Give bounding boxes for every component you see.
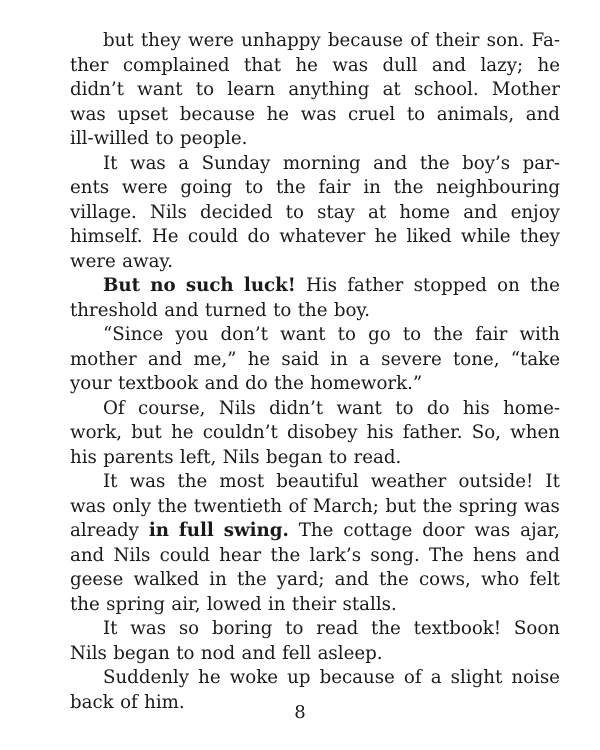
emphasized-word: But (103, 275, 140, 296)
word: “Since (103, 324, 164, 345)
word: It (545, 471, 560, 492)
word: and (164, 299, 199, 321)
word: to (328, 446, 348, 468)
emphasized-word: full (178, 520, 214, 541)
text-line (70, 103, 560, 128)
word: he (198, 667, 221, 688)
text-line (70, 544, 560, 569)
word: to (285, 618, 304, 639)
word: he (171, 422, 194, 443)
word: was (130, 152, 166, 174)
word: to (402, 324, 422, 345)
word: unhappy (241, 30, 321, 51)
emphasized-word: in (148, 520, 169, 541)
word: people. (180, 128, 248, 149)
text-line (70, 250, 560, 275)
word: ents (70, 177, 110, 198)
word: Mother (491, 79, 560, 100)
word: disobey (287, 422, 358, 443)
word: severe (381, 348, 442, 370)
word: do (247, 226, 271, 247)
word: was (300, 103, 337, 125)
word: was (524, 495, 560, 517)
word: to (244, 177, 264, 198)
word: to (176, 642, 195, 664)
text-line (70, 348, 560, 373)
word: the (177, 471, 208, 492)
word: said (281, 348, 320, 370)
paragraph (70, 470, 560, 617)
paragraph (70, 617, 560, 666)
text-line (70, 568, 560, 593)
word: on (497, 275, 520, 296)
word: noise (511, 667, 560, 688)
word: and (463, 201, 498, 223)
word: the (379, 569, 409, 590)
word: neighbouring (436, 177, 560, 198)
text-line (70, 54, 560, 79)
word: they (140, 30, 181, 51)
word: away. (122, 250, 174, 272)
word: parents (103, 446, 174, 468)
word: Suddenly (103, 667, 190, 688)
word: his (366, 422, 394, 443)
word: spring (458, 495, 518, 517)
word: father. (402, 422, 463, 443)
word: home (399, 201, 451, 223)
word: song. (370, 544, 420, 566)
word: back (70, 691, 114, 713)
word: was (70, 103, 106, 125)
word: work, (70, 422, 123, 443)
word: anything (288, 79, 370, 100)
word: The (429, 544, 464, 566)
word: was (332, 54, 369, 76)
word: to (406, 103, 426, 125)
word: because (319, 667, 395, 688)
word: and (147, 348, 183, 370)
word: boy’s (462, 152, 511, 174)
word: mother (70, 348, 137, 370)
word: lowed (206, 593, 262, 615)
word: were (188, 30, 234, 51)
word: and (431, 54, 467, 76)
word: fair (475, 324, 508, 345)
text-line (70, 470, 560, 495)
word: could (159, 544, 210, 566)
word: geese (70, 569, 124, 590)
word: he (247, 348, 271, 370)
paragraph (70, 323, 560, 397)
word: you (175, 324, 209, 345)
word: Nils (218, 397, 256, 419)
word: boring (211, 618, 273, 639)
word: the (422, 495, 453, 517)
word: decided (200, 201, 273, 223)
word: were (70, 250, 116, 272)
text-line (70, 176, 560, 201)
text-line (70, 495, 560, 520)
word: to (337, 324, 356, 345)
word: to (395, 397, 414, 419)
word: complained (122, 54, 230, 76)
word: were (121, 177, 168, 198)
word: to (285, 201, 304, 223)
text-line (70, 421, 560, 446)
word: His (305, 275, 337, 296)
word: cows, (418, 569, 471, 590)
word: who (480, 569, 520, 590)
word: He (151, 226, 179, 247)
word: par- (522, 152, 560, 174)
word: me,” (193, 348, 237, 370)
word: was (129, 471, 166, 492)
word: the (419, 152, 450, 174)
word: of (120, 691, 138, 713)
text-line (70, 299, 560, 324)
emphasized-word: luck! (243, 275, 296, 296)
word: the (270, 544, 301, 566)
word: homework.” (310, 373, 423, 394)
word: “take (510, 348, 560, 370)
word: and (204, 373, 239, 394)
word: lazy; (480, 54, 524, 76)
word: a (430, 667, 442, 688)
page-number: 8 (294, 702, 306, 723)
word: father (347, 275, 404, 296)
text-line (70, 274, 560, 299)
word: do (426, 397, 450, 419)
word: don’t (220, 324, 268, 345)
word: only (112, 495, 151, 517)
word: left, (179, 446, 217, 468)
text-line (70, 127, 560, 152)
word: learn (227, 79, 276, 100)
text-line (70, 617, 560, 642)
word: air, (171, 593, 201, 615)
word: hear (219, 544, 262, 566)
word: couldn’t (202, 422, 278, 443)
word: he (295, 54, 318, 76)
word: the (70, 593, 100, 615)
word: to (273, 299, 292, 321)
word: Nils (113, 544, 151, 566)
word: read. (353, 446, 402, 468)
word: Nils (70, 642, 107, 664)
word: morning (282, 152, 361, 174)
word: up (287, 667, 311, 688)
word: of (403, 667, 422, 688)
word: course, (138, 397, 206, 419)
text-line (70, 225, 560, 250)
word: yard; (276, 569, 325, 590)
word: twentieth (193, 495, 283, 517)
word: nod (200, 642, 236, 664)
word: tone, (452, 348, 500, 370)
word: Soon (513, 618, 560, 639)
text-line (70, 152, 560, 177)
text-line (70, 78, 560, 103)
word: with (519, 324, 560, 345)
word: and (334, 569, 369, 590)
word: of (410, 30, 428, 51)
word: door (422, 520, 465, 541)
word: your (70, 373, 112, 394)
word: and (525, 103, 560, 125)
word: enjoy (510, 201, 560, 223)
word: fell (282, 642, 312, 664)
word: to (195, 79, 215, 100)
word: It (103, 152, 118, 174)
paragraph (70, 397, 560, 471)
text-line (70, 201, 560, 226)
word: lark’s (309, 544, 362, 566)
word: stay (317, 201, 355, 223)
text-line (70, 323, 560, 348)
text-line (70, 666, 560, 691)
word: threshold (70, 299, 158, 321)
word: but (131, 422, 162, 443)
word: The (298, 520, 334, 541)
emphasized-word: swing. (223, 520, 289, 541)
word: Of (103, 397, 125, 419)
word: at (368, 201, 387, 223)
word: a (178, 152, 190, 174)
word: weather (370, 471, 447, 492)
word: already (70, 520, 139, 541)
word: the (530, 275, 560, 296)
word: he (374, 226, 398, 247)
word: his (70, 446, 97, 468)
word: began (113, 642, 170, 664)
word: didn’t (269, 397, 324, 419)
word: of (288, 495, 307, 517)
word: hens (472, 544, 517, 566)
word: school. (413, 79, 479, 100)
word: Sunday (201, 152, 271, 174)
word: Nils (149, 201, 187, 223)
word: the (157, 495, 188, 517)
paragraph (70, 152, 560, 275)
word: cottage (343, 520, 413, 541)
word: walked (133, 569, 200, 590)
word: So, (471, 422, 501, 443)
word: outside! (458, 471, 534, 492)
word: didn’t (70, 79, 124, 100)
word: him. (144, 691, 185, 713)
word: upset (117, 103, 169, 125)
word: in (267, 593, 286, 615)
word: he (266, 103, 290, 125)
word: March; (312, 495, 379, 517)
word: their (291, 593, 337, 615)
text-line (70, 29, 560, 54)
word: liked (406, 226, 452, 247)
word: woke (229, 667, 279, 688)
word: It (103, 471, 118, 492)
text-line (70, 519, 560, 544)
page-text (70, 29, 560, 715)
word: at (382, 79, 401, 100)
word: the (433, 324, 464, 345)
word: could (187, 226, 239, 247)
word: slight (450, 667, 503, 688)
word: go (368, 324, 391, 345)
word: began (265, 446, 323, 468)
word: he (537, 54, 560, 76)
word: son. (486, 30, 525, 51)
word: because (327, 30, 404, 51)
word: want (137, 79, 183, 100)
word: want (280, 324, 326, 345)
text-line (70, 446, 560, 471)
word: village. (70, 201, 137, 223)
word: the (297, 299, 328, 321)
word: so (178, 618, 200, 639)
word: beautiful (276, 471, 359, 492)
word: whatever (279, 226, 366, 247)
word: home- (503, 397, 560, 419)
word: stopped (413, 275, 487, 296)
word: read (316, 618, 359, 639)
word: the (393, 177, 424, 198)
word: in (209, 569, 227, 590)
word: and (241, 642, 276, 664)
word: they (519, 226, 560, 247)
word: the (274, 373, 304, 394)
word: to (155, 128, 174, 149)
word: fair (318, 177, 351, 198)
word: It (103, 618, 118, 639)
word: while (460, 226, 511, 247)
word: when (510, 422, 560, 443)
word: and (70, 544, 105, 566)
emphasized-word: no (150, 275, 176, 296)
word: but (103, 30, 134, 51)
word: ajar, (520, 520, 560, 541)
word: but (385, 495, 417, 517)
word: ther (70, 54, 109, 76)
word: turned (204, 299, 267, 321)
word: in (363, 177, 381, 198)
word: and (373, 152, 408, 174)
text-line (70, 593, 560, 618)
word: Nils (222, 446, 260, 468)
word: spring (106, 593, 165, 615)
word: felt (529, 569, 560, 590)
word: stalls. (342, 593, 397, 615)
word: was (474, 520, 511, 541)
paragraph (70, 274, 560, 323)
word: boy. (333, 299, 371, 321)
word: animals, (436, 103, 515, 125)
word: himself. (70, 226, 143, 247)
word: in (330, 348, 348, 370)
word: was (70, 495, 106, 517)
word: was (130, 618, 167, 639)
word: most (219, 471, 265, 492)
word: textbook (118, 373, 199, 394)
word: his (462, 397, 490, 419)
word: cruel (348, 103, 396, 125)
word: ill-willed (70, 128, 150, 149)
word: because (179, 103, 255, 125)
word: and (525, 544, 560, 566)
word: going (180, 177, 233, 198)
word: dull (382, 54, 418, 76)
word: Fa- (531, 30, 560, 51)
word: the (236, 569, 267, 590)
text-line (70, 372, 560, 397)
paragraph (70, 29, 560, 152)
word: the (275, 177, 306, 198)
emphasized-word: such (185, 275, 234, 296)
word: that (243, 54, 282, 76)
word: their (435, 30, 480, 51)
word: asleep. (317, 642, 383, 664)
word: do (245, 373, 268, 394)
text-line (70, 397, 560, 422)
word: the (371, 618, 401, 639)
word: want (336, 397, 382, 419)
text-line (70, 642, 560, 667)
word: textbook! (413, 618, 502, 639)
word: a (359, 348, 370, 370)
